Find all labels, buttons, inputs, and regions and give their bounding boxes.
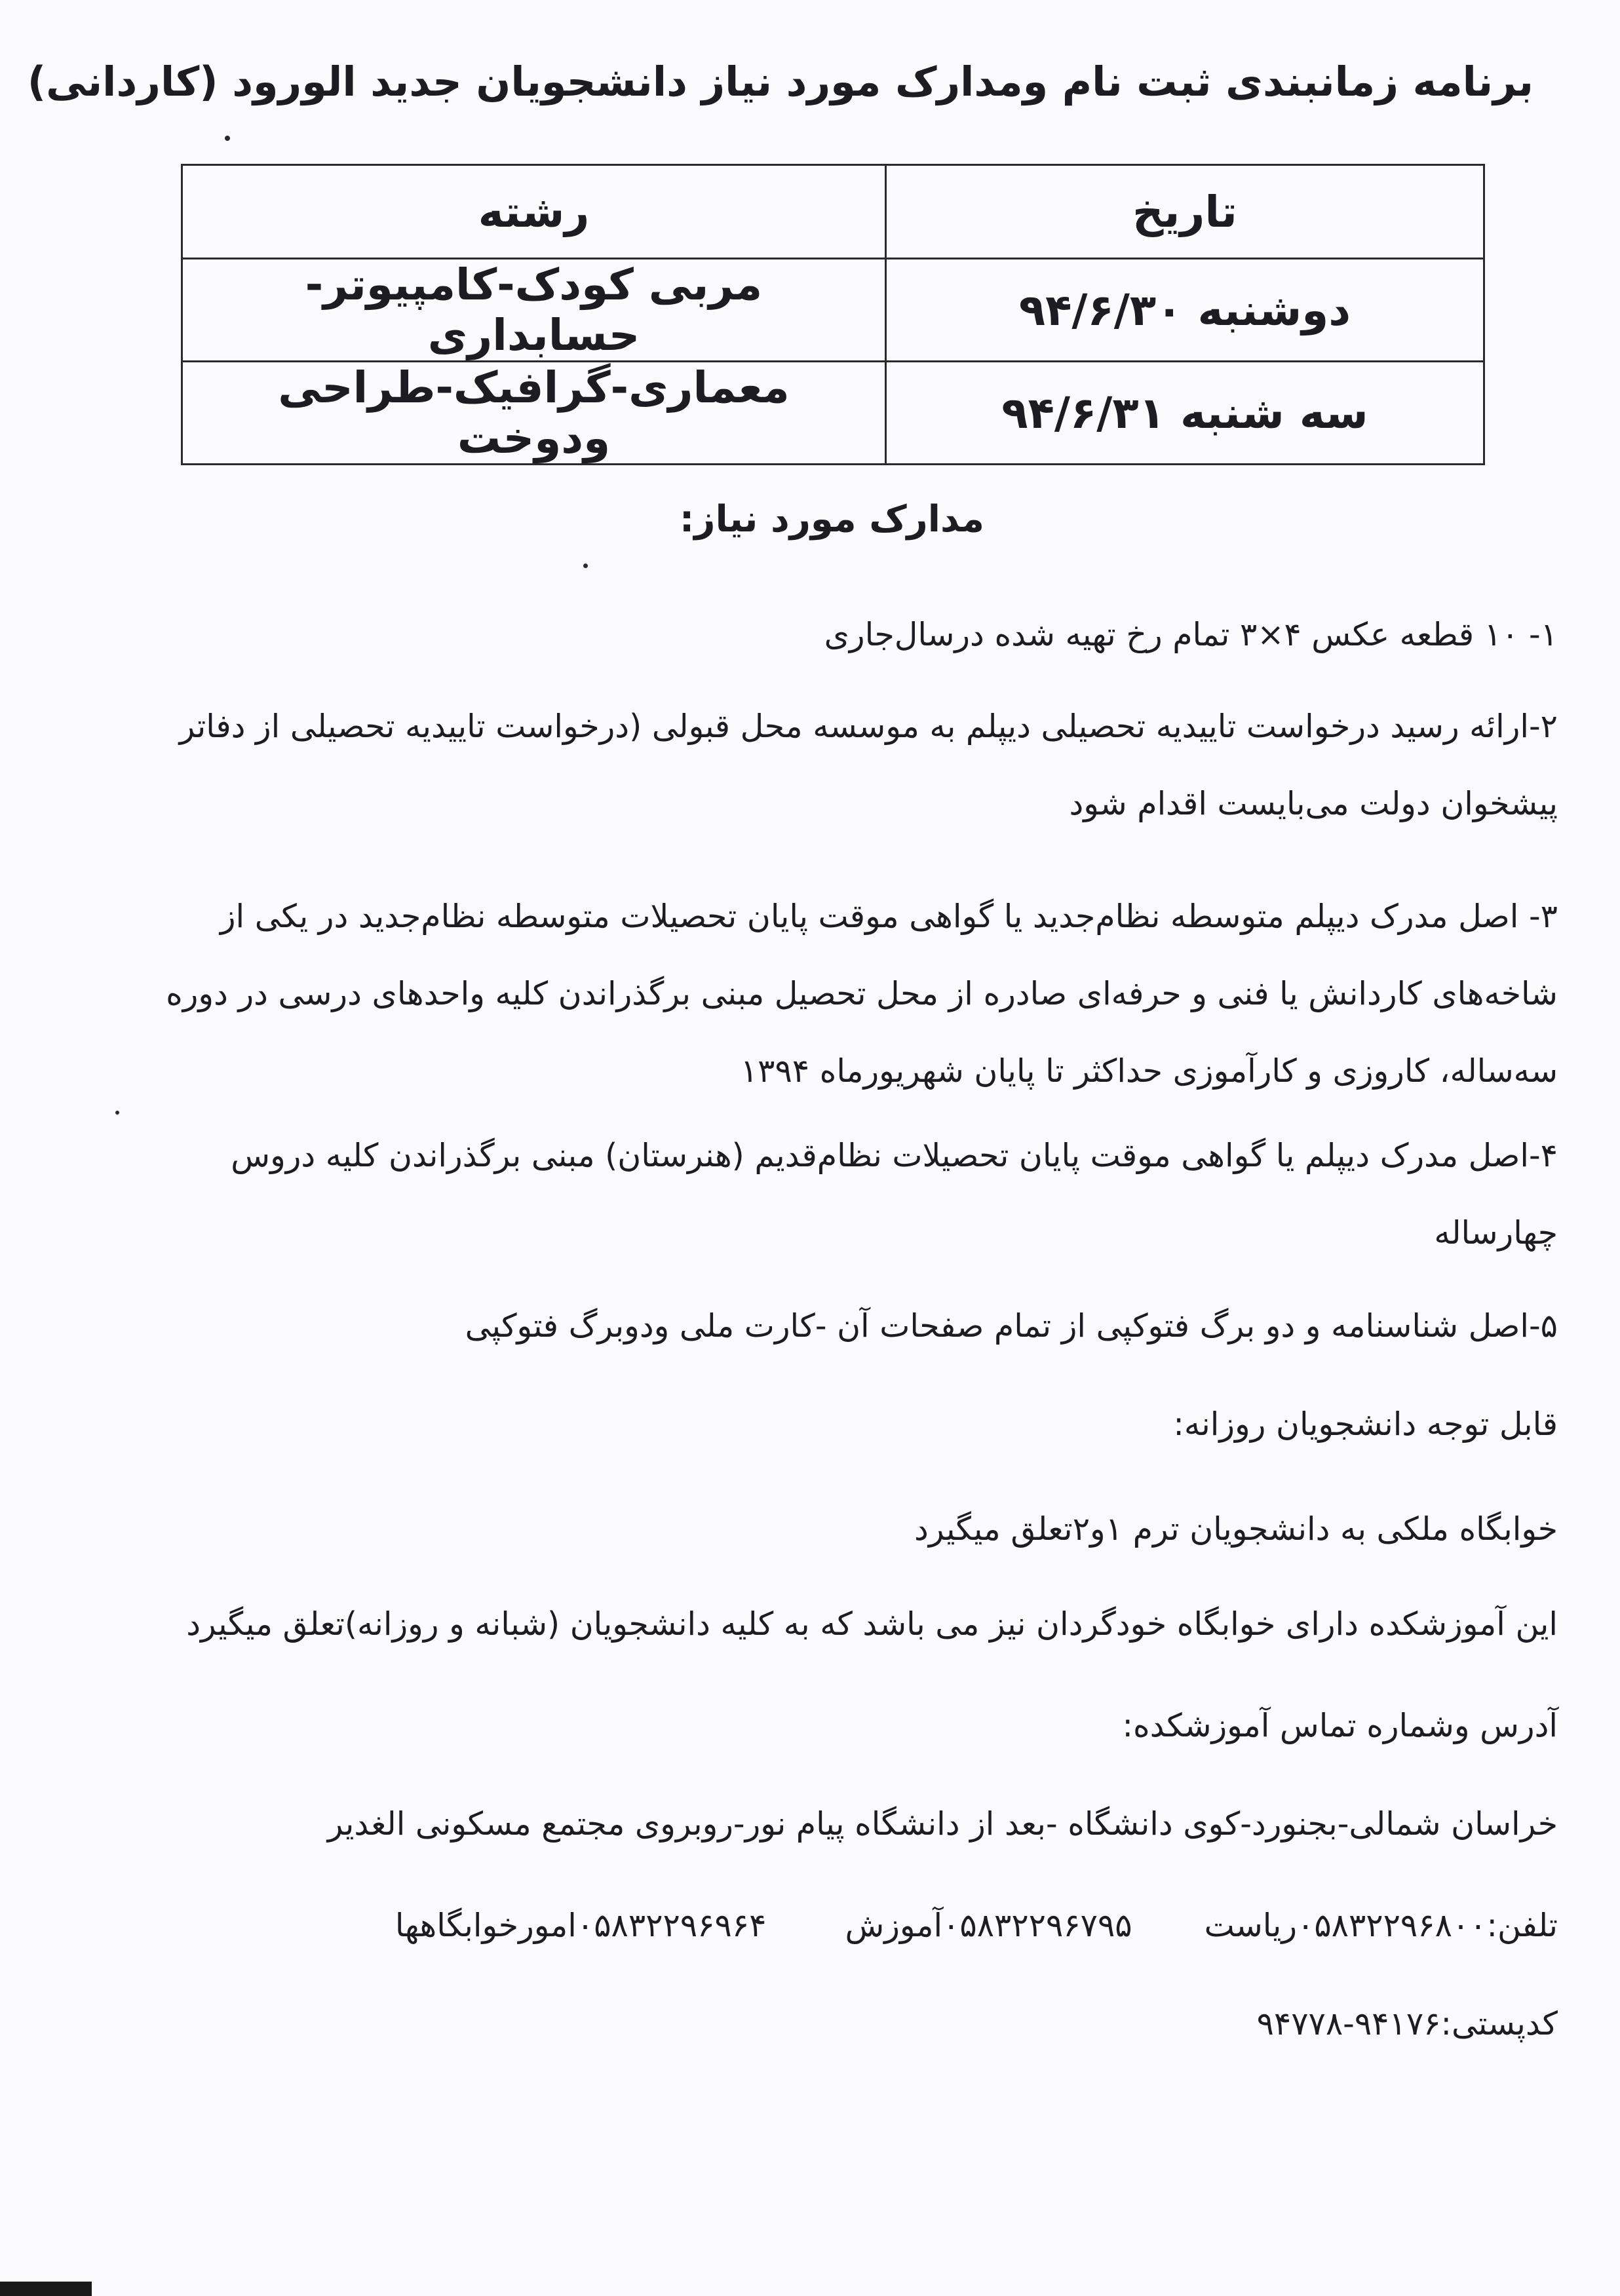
dorm-note-text: خوابگاه ملکی به دانشجویان ترم ۱و۲تعلق میگیرد [914, 1510, 1558, 1548]
requirement-item-1 [162, 596, 1558, 674]
requirement-item-4 [162, 1117, 1558, 1272]
date-column-header: تاریخ [886, 165, 1484, 259]
requirement-text: ۳- اصل مدرک دیپلم متوسطه نظام‌جدید یا گواهی موقت پایان تحصیلات متوسطه نظام‌جدید در یکی از شاخه‌های کاردانش یا فنی و حرفه‌ای صادره از محل تحصیل مبنی برگذراندن کلیه واحدهای درسی در دوره سه‌ساله، کاروزی و کارآموزی حداکثر تا پایان شهریورماه ۱۳۹۴ [166, 898, 1558, 1090]
field-column-header: رشته [182, 165, 886, 259]
address-text: خراسان شمالی-بجنورد-کوی دانشگاه -بعد از دانشگاه پیام نور-روبروی مجتمع مسکونی الغدیر [327, 1805, 1558, 1843]
requirement-text: ۱- ۱۰ قطعه عکس ۴×۳ تمام رخ تهیه شده درسال‌جاری [824, 616, 1558, 653]
schedule-date-cell: سه شنبه ۹۴/۶/۳۱ [886, 362, 1484, 465]
address-heading [162, 1687, 1558, 1765]
postal-code-text: کدپستی:۹۴۱۷۶-۹۴۷۷۸ [1256, 2005, 1558, 2042]
table-row [182, 259, 1484, 362]
schedule-date-cell: دوشنبه ۹۴/۶/۳۰ [886, 259, 1484, 362]
table-header-row [182, 165, 1484, 259]
address [162, 1786, 1558, 1863]
phone-presidency: ۰۵۸۳۲۲۹۶۸۰۰ریاست [1204, 1907, 1487, 1944]
dorm-note-1 [162, 1491, 1558, 1568]
speck-mark [225, 136, 230, 141]
required-documents-heading: مدارک مورد نیاز: [679, 498, 984, 541]
phone-education: ۰۵۸۳۲۲۹۶۷۹۵آموزش [845, 1907, 1132, 1944]
corner-watermark-logo [0, 2282, 92, 2296]
schedule-field-cell: معماری-گرافیک-طراحی ودوخت [182, 362, 886, 465]
table-row [182, 362, 1484, 465]
schedule-table [181, 164, 1485, 465]
address-heading-text: آدرس وشماره تماس آموزشکده: [1122, 1707, 1558, 1744]
schedule-field-cell: مربی کودک-کامپیوتر-حسابداری [182, 259, 886, 362]
requirement-item-5 [162, 1288, 1558, 1365]
postal-code [162, 1985, 1558, 2063]
phone-label: تلفن: [1486, 1907, 1558, 1944]
document-title: برنامه زمانبندی ثبت نام ومدارک مورد نیاز دانشجویان جدید الورود (کاردانی) [27, 58, 1533, 105]
requirement-text: ۲-ارائه رسید درخواست تاییدیه تحصیلی دیپلم به موسسه محل قبولی (درخواست تاییدیه تحصیلی از دفاتر پیشخوان دولت می‌بایست اقدام شود [179, 708, 1558, 822]
dorm-note-text: این آموزشکده دارای خوابگاه خودگردان نیز می باشد که به کلیه دانشجویان (شبانه و روزانه)تعلق میگیرد [186, 1605, 1558, 1643]
requirement-item-3 [162, 878, 1558, 1110]
dorm-note-2 [162, 1586, 1558, 1663]
speck-mark [583, 564, 588, 568]
notice-heading [162, 1386, 1558, 1463]
requirement-text: ۴-اصل مدرک دیپلم یا گواهی موقت پایان تحصیلات نظام‌قدیم (هنرستان) مبنی برگذراندن کلیه دروس چهارساله [231, 1137, 1558, 1252]
requirement-text: ۵-اصل شناسنامه و دو برگ فتوکپی از تمام صفحات آن -کارت ملی ودوبرگ فتوکپی [465, 1307, 1558, 1345]
requirement-item-2 [162, 688, 1558, 843]
speck-mark [115, 1111, 119, 1115]
phone-dormitory: ۰۵۸۳۲۲۹۶۹۶۴امورخوابگاهها [395, 1907, 767, 1944]
phone-line [162, 1887, 1558, 1964]
notice-heading-text: قابل توجه دانشجویان روزانه: [1173, 1406, 1558, 1443]
